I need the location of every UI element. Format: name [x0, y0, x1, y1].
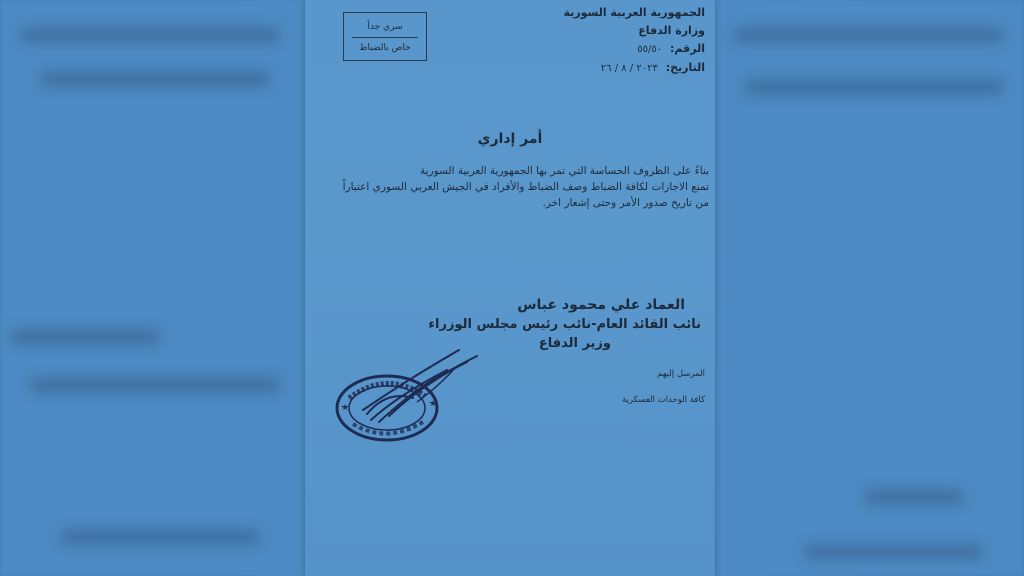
signatory-role: وزير الدفاع	[538, 336, 611, 351]
date-value: ٢٠٢٣ / ٨ / ٢٦	[600, 63, 658, 74]
number-label: الرقم:	[670, 42, 705, 55]
ministry-name: وزارة الدفاع	[638, 24, 705, 37]
signatory-name: العماد علي محمود عباس	[517, 297, 685, 313]
official-seal-stamp	[327, 340, 487, 450]
date-row	[563, 59, 705, 78]
body-line: بناءً على الظروف الحساسة التي تمر بها الجمهورية العربية السورية	[420, 165, 709, 177]
date-label: التاريخ:	[665, 61, 705, 74]
classification-scope: خاص بالضباط	[359, 43, 411, 53]
recipients-value: كافة الوحدات العسكرية	[621, 395, 705, 405]
signatory-role: نائب القائد العام-نائب رئيس مجلس الوزراء	[428, 317, 701, 332]
recipients-label: المرسل إليهم	[657, 369, 705, 379]
body-line: من تاريخ صدور الأمر وحتى إشعار اخر.	[542, 197, 709, 209]
order-body	[309, 163, 709, 211]
blurred-background-left	[0, 0, 305, 576]
document-title: أمر إداري	[477, 131, 543, 147]
seal-star-left	[341, 404, 349, 410]
number-value: ٥٥/٥٠	[637, 44, 663, 55]
republic-name: الجمهورية العربية السورية	[563, 6, 705, 19]
letterhead	[563, 4, 705, 78]
reference-number-row	[563, 40, 705, 59]
document-paper	[305, 0, 715, 576]
classification-level: سري جداً	[352, 13, 418, 38]
recipients-block	[622, 361, 705, 413]
body-line: تمنع الاجازات لكافة الضباط وصف الضباط والأفراد في الجيش العربي السوري اعتباراً	[342, 181, 709, 193]
classification-box	[343, 12, 427, 61]
blurred-background-right	[714, 0, 1024, 576]
